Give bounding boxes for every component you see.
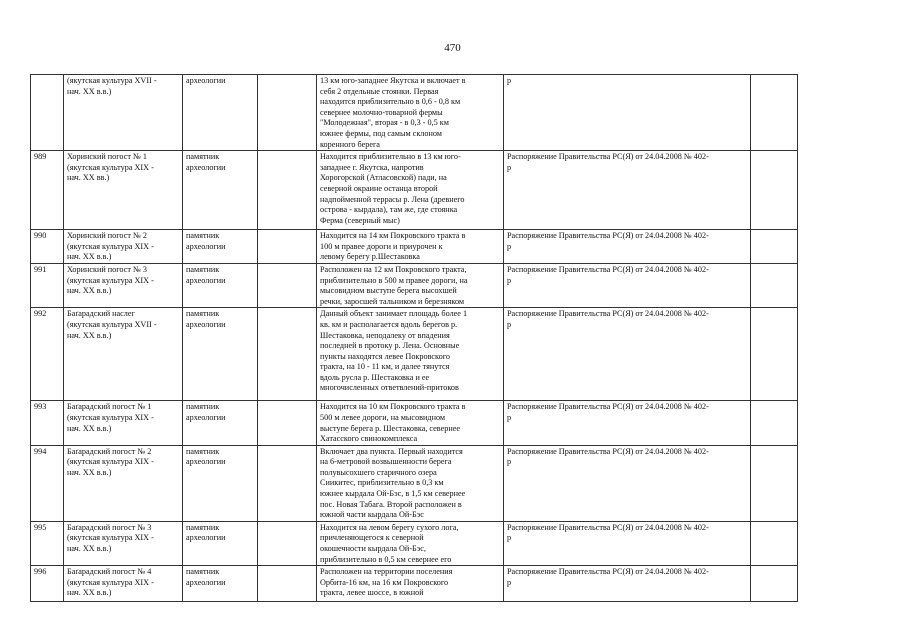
location-description-cell bbox=[317, 566, 504, 602]
table-row bbox=[31, 401, 798, 445]
notes-cell bbox=[751, 151, 798, 230]
table-row bbox=[31, 566, 798, 602]
location-description-cell-text: Расположен на территории поселения Орбита-16 км, на 16 км Покровского тракта, левее шоссе, в южной bbox=[320, 567, 453, 598]
table-row bbox=[31, 263, 798, 307]
empty-cell bbox=[258, 230, 317, 264]
legal-document-cell-text: Распоряжение Правительства РС(Я) от 24.04.2008 № 402- р bbox=[507, 402, 709, 422]
location-description-cell-text: Находится на 10 км Покровского тракта в 500 м левее дороги, на мысовидном выступе берега р. Шестаковка, севернее Хатасского свинокомплекса bbox=[320, 402, 466, 444]
row-number-cell bbox=[31, 308, 64, 401]
category-cell bbox=[183, 230, 258, 264]
legal-document-cell bbox=[504, 263, 751, 307]
empty-cell bbox=[258, 401, 317, 445]
row-number-cell-text: 993 bbox=[34, 402, 47, 412]
row-number-cell-text: 994 bbox=[34, 446, 47, 456]
monument-name-cell bbox=[64, 521, 183, 565]
category-cell bbox=[183, 401, 258, 445]
legal-document-cell bbox=[504, 445, 751, 521]
legal-document-cell-text: Распоряжение Правительства РС(Я) от 24.04.2008 № 402- р bbox=[507, 446, 709, 467]
notes-cell bbox=[751, 521, 798, 565]
monument-name-cell bbox=[64, 230, 183, 264]
notes-cell bbox=[751, 401, 798, 445]
monument-name-cell-text: Баґарадский погост № 3 (якутская культура XIX - нач. XX в.в.) bbox=[67, 522, 154, 554]
location-description-cell-text: Находится приблизительно в 13 км юго- западнее г. Якутска, напротив Хорогорской (Атласовской) пади, на северной окраине останца второй надпойменной террасы р. Лена (древнего острова - кырдала), там же, где стоянка Ферма (северный мыс) bbox=[320, 152, 465, 225]
monument-name-cell-text: Баґарадский наслег (якутская культура XVII - нач. XX в.в.) bbox=[67, 309, 157, 340]
category-cell bbox=[183, 151, 258, 230]
page-number: 470 bbox=[444, 42, 461, 54]
notes-cell bbox=[751, 75, 798, 151]
empty-cell bbox=[258, 151, 317, 230]
category-cell-text: памятник археологии bbox=[186, 309, 226, 329]
table-row bbox=[31, 308, 798, 401]
legal-document-cell bbox=[504, 566, 751, 602]
notes-cell bbox=[751, 445, 798, 521]
empty-cell bbox=[258, 75, 317, 151]
location-description-cell bbox=[317, 308, 504, 401]
table-row bbox=[31, 230, 798, 264]
category-cell bbox=[183, 445, 258, 521]
row-number-cell-text: 995 bbox=[34, 522, 47, 532]
location-description-cell bbox=[317, 151, 504, 230]
row-number-cell-text: 992 bbox=[34, 309, 47, 319]
empty-cell bbox=[258, 566, 317, 602]
monument-name-cell-text: (якутская культура XVII - нач. XX в.в.) bbox=[67, 76, 157, 96]
row-number-cell bbox=[31, 445, 64, 521]
legal-document-cell-text: Распоряжение Правительства РС(Я) от 24.04.2008 № 402- р bbox=[507, 309, 709, 329]
notes-cell bbox=[751, 230, 798, 264]
monument-name-cell bbox=[64, 263, 183, 307]
legal-document-cell bbox=[504, 75, 751, 151]
table-row bbox=[31, 521, 798, 565]
monument-name-cell bbox=[64, 566, 183, 602]
category-cell bbox=[183, 566, 258, 602]
monument-name-cell bbox=[64, 75, 183, 151]
monument-name-cell-text: Хоринский погост № 1 (якутская культура XIX - нач. XX вв.) bbox=[67, 152, 154, 183]
location-description-cell bbox=[317, 445, 504, 521]
registry-table-body bbox=[31, 75, 798, 602]
empty-cell bbox=[258, 263, 317, 307]
table-row bbox=[31, 151, 798, 230]
monument-name-cell bbox=[64, 151, 183, 230]
location-description-cell bbox=[317, 75, 504, 151]
category-cell-text: памятник археологии bbox=[186, 152, 226, 172]
table-row bbox=[31, 445, 798, 521]
row-number-cell-text: 991 bbox=[34, 264, 47, 274]
location-description-cell-text: Находится на левом берегу сухого лога, причленяющегося к северной окошечности кырдала Ой-Бэс, приблизительно в 0,5 км севернее его bbox=[320, 522, 459, 564]
empty-cell bbox=[258, 445, 317, 521]
row-number-cell bbox=[31, 566, 64, 602]
legal-document-cell-text: р bbox=[507, 76, 512, 85]
row-number-cell bbox=[31, 521, 64, 565]
notes-cell bbox=[751, 308, 798, 401]
category-cell-text: памятник археологии bbox=[186, 567, 226, 587]
category-cell-text: памятник археологии bbox=[186, 264, 226, 285]
row-number-cell bbox=[31, 263, 64, 307]
monuments-registry-table bbox=[30, 74, 798, 602]
location-description-cell bbox=[317, 521, 504, 565]
location-description-cell-text: Расположен на 12 км Покровского тракта, приблизительно в 500 м правее дороги, на мысовидном выступе берега высохшей речки, заросшей тальником и березняком bbox=[320, 264, 468, 306]
legal-document-cell-text: Распоряжение Правительства РС(Я) от 24.04.2008 № 402- р bbox=[507, 152, 709, 172]
row-number-cell bbox=[31, 401, 64, 445]
location-description-cell-text: Включает два пункта. Первый находится на 6-метровой возвышенности берега полувысохшего старичного озера Сиикитес, приблизительно в 0,3 км южнее кырдала Ой-Бэс, в 1,5 км севернее пос. Новая Табага. Второй расположен в южной части кырдала Ой-Бэс bbox=[320, 446, 466, 520]
monument-name-cell bbox=[64, 445, 183, 521]
category-cell-text: памятник археологии bbox=[186, 231, 226, 251]
category-cell-text: памятник археологии bbox=[186, 522, 226, 543]
row-number-cell-text: 989 bbox=[34, 152, 47, 162]
legal-document-cell bbox=[504, 521, 751, 565]
notes-cell bbox=[751, 263, 798, 307]
monument-name-cell bbox=[64, 308, 183, 401]
category-cell-text: памятник археологии bbox=[186, 446, 226, 467]
location-description-cell bbox=[317, 263, 504, 307]
row-number-cell-text: 990 bbox=[34, 231, 47, 241]
monument-name-cell-text: Хоринский погост № 3 (якутская культура XIX - нач. XX в.в.) bbox=[67, 264, 154, 296]
location-description-cell-text: Данный объект занимает площадь более 1 кв. км и располагается вдоль берегов р. Шестаковка, неподалеку от впадения последней в протоку р. Лена. Основные пункты находятся левее Покровского тракта, на 10 - 11 км, и далее тянутся вдоль русла р. Шестаковка и ее многочисленных ответвлений-притоков bbox=[320, 309, 468, 393]
location-description-cell-text: 13 км юго-западнее Якутска и включает в себя 2 отдельные стоянки. Первая находится приблизительно в 0,6 - 0,8 км севернее молочно-товарной фермы "Молодежная", вторая - в 0,3 - 0,5 км южнее фермы, под самым склоном коренного берега bbox=[320, 76, 466, 149]
monument-name-cell bbox=[64, 401, 183, 445]
legal-document-cell-text: Распоряжение Правительства РС(Я) от 24.04.2008 № 402- р bbox=[507, 567, 709, 587]
category-cell bbox=[183, 521, 258, 565]
location-description-cell bbox=[317, 401, 504, 445]
notes-cell bbox=[751, 566, 798, 602]
legal-document-cell bbox=[504, 308, 751, 401]
legal-document-cell-text: Распоряжение Правительства РС(Я) от 24.04.2008 № 402- р bbox=[507, 264, 709, 285]
monument-name-cell-text: Баґарадский погост № 2 (якутская культура XIX - нач. XX в.в.) bbox=[67, 446, 154, 477]
monument-name-cell-text: Баґарадский погост № 4 (якутская культура XIX - нач. XX в.в.) bbox=[67, 567, 154, 598]
category-cell bbox=[183, 75, 258, 151]
row-number-cell bbox=[31, 230, 64, 264]
monument-name-cell-text: Хоринский погост № 2 (якутская культура XIX - нач. XX в.в.) bbox=[67, 231, 154, 262]
category-cell bbox=[183, 308, 258, 401]
category-cell-text: памятник археологии bbox=[186, 402, 226, 422]
row-number-cell bbox=[31, 151, 64, 230]
row-number-cell bbox=[31, 75, 64, 151]
legal-document-cell bbox=[504, 151, 751, 230]
legal-document-cell bbox=[504, 401, 751, 445]
location-description-cell-text: Находится на 14 км Покровского тракта в 100 м правее дороги и приурочен к левому берегу р.Шестаковка bbox=[320, 231, 466, 262]
category-cell bbox=[183, 263, 258, 307]
legal-document-cell-text: Распоряжение Правительства РС(Я) от 24.04.2008 № 402- р bbox=[507, 522, 709, 543]
legal-document-cell-text: Распоряжение Правительства РС(Я) от 24.04.2008 № 402- р bbox=[507, 231, 709, 251]
empty-cell bbox=[258, 308, 317, 401]
row-number-cell-text: 996 bbox=[34, 567, 47, 577]
empty-cell bbox=[258, 521, 317, 565]
category-cell-text: археологии bbox=[186, 76, 226, 85]
location-description-cell bbox=[317, 230, 504, 264]
monument-name-cell-text: Баґарадский погост № 1 (якутская культура XIX - нач. XX в.в.) bbox=[67, 402, 154, 433]
table-row bbox=[31, 75, 798, 151]
legal-document-cell bbox=[504, 230, 751, 264]
